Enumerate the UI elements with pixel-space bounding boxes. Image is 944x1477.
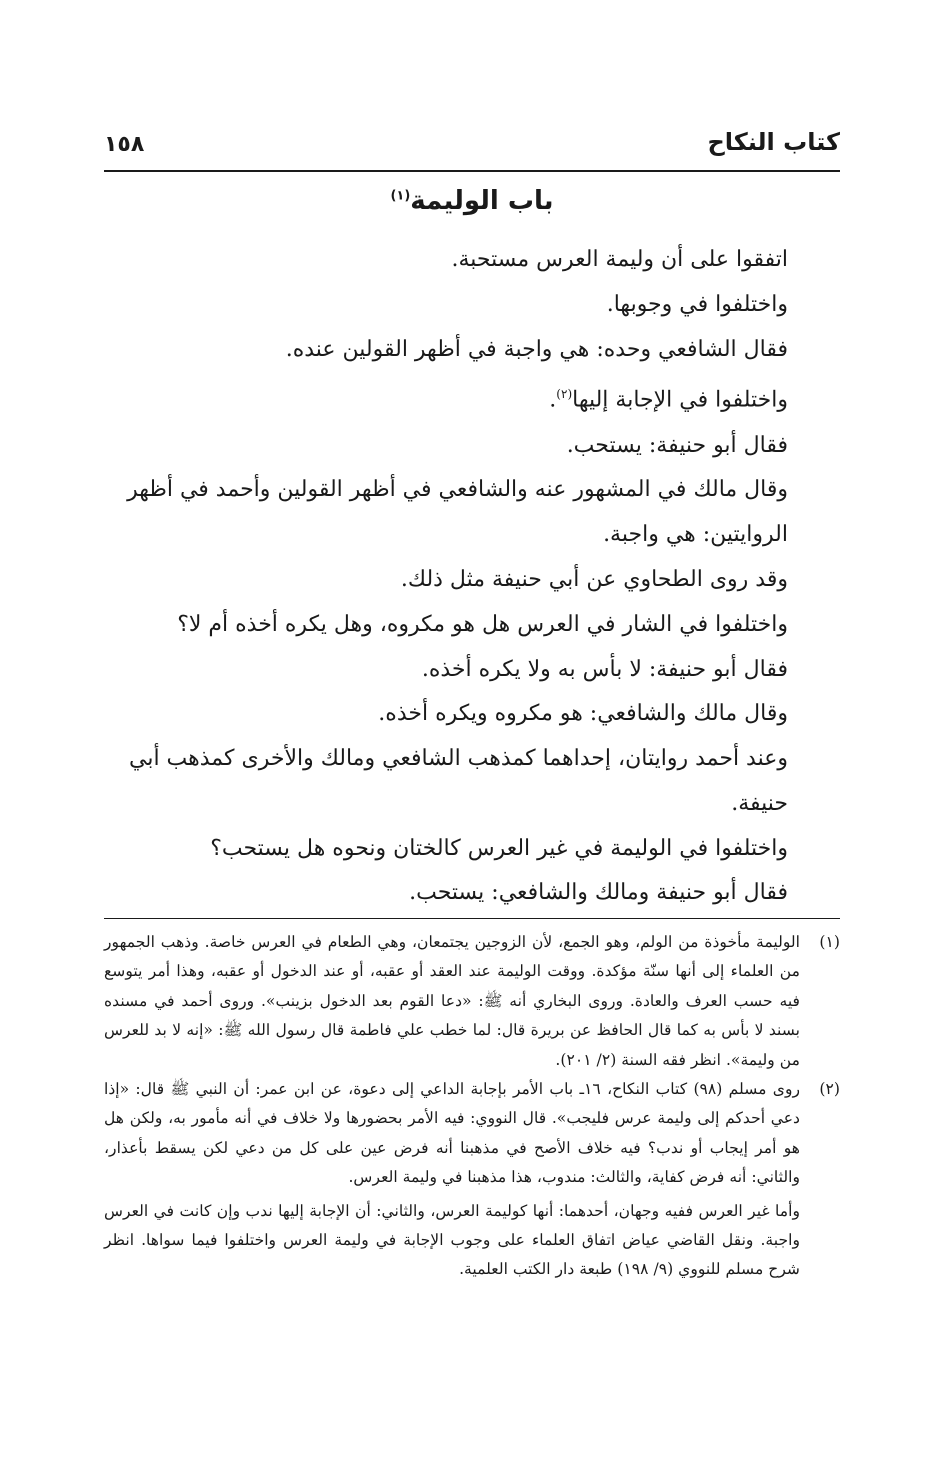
paragraph: واختلفوا في وجوبها.: [606, 291, 788, 317]
paragraph: فقال أبو حنيفة: لا بأس به ولا يكره أخذه.: [421, 656, 788, 682]
paragraph: فقال أبو حنيفة: يستحب.: [566, 432, 788, 458]
paragraph: وقال مالك والشافعي: هو مكروه ويكره أخذه.: [378, 701, 788, 727]
footnote-rule: [104, 918, 840, 919]
paragraph-end: .: [549, 387, 557, 413]
paragraph: فقال أبو حنيفة ومالك والشافعي: يستحب.: [409, 880, 788, 906]
paragraph: [104, 372, 840, 423]
footnote-number: (١): [819, 933, 840, 951]
footnote-text: روى مسلم (٩٨) كتاب النكاح، ١٦ـ باب الأمر بإجابة الداعي إلى دعوة، عن ابن عمر: أن النبي ﷺ قال: «إذا دعي أحدكم إلى وليمة عرس فليجب». قال النووي: فيه الأمر بحضورها ولا خلاف في أنه مأمور به، ولكن هل هو أمر إيجاب أو ندب؟ فيه خلاف الأصح في مذهبنا أنه فرض عين على كل من دعي لكن يسقط بأعذار، والثاني: أنه فرض كفاية، والثالث: مندوب، هذا مذهبنا في وليمة العرس.: [104, 1080, 801, 1187]
paragraph-text: واختلفوا في الإجابة إليها: [572, 387, 788, 413]
running-title: كتاب النكاح: [707, 128, 840, 156]
footnote-continuation: وأما غير العرس ففيه وجهان، أحدهما: أنها كوليمة العرس، والثاني: أن الإجابة إليها ندب وإن كانت في العرس واجبة. ونقل القاضي عياض اتفاق العلماء على وجوب الإجابة في وليمة العرس واختلفوا فيما سواها. انظر شرح مسلم للنووي (٩/ ١٩٨) طبعة دار الكتب العلمية.: [104, 1201, 800, 1279]
page-number: ١٥٨: [104, 132, 145, 157]
paragraph: واختلفوا في الشار في العرس هل هو مكروه، وهل يكره أخذه أم لا؟: [177, 611, 788, 637]
footnote-ref: (٢): [556, 387, 573, 402]
footnote-number: (٢): [819, 1080, 840, 1099]
paragraph: اتفقوا على أن وليمة العرس مستحبة.: [451, 247, 788, 272]
body-text: [104, 238, 840, 916]
paragraph: فقال الشافعي وحده: هي واجبة في أظهر القولين عنده.: [285, 336, 788, 362]
header-rule: [104, 170, 840, 172]
chapter-title-text: باب الوليمة: [410, 186, 554, 216]
paragraph: وعند أحمد روايتان، إحداهما كمذهب الشافعي ومالك والأخرى كمذهب أبي حنيفة.: [128, 746, 788, 816]
footnote-text: الوليمة مأخوذة من الولم، وهو الجمع، لأن الزوجين يجتمعان، وهي الطعام في العرس خاصة. وذهب الجمهور من العلماء إلى أنها سنّة مؤكدة. ووقت الوليمة عند العقد أو عقبه، أو عند الدخول أو عقبه، وهذا أمر يتوسع فيه حسب العرف والعادة. وروى البخاري أنه ﷺ: «دعا القوم بعد الدخول بزينب». وروى أحمد في مسنده بسند لا بأس به كما قال الحافظ عن بريرة قال: لما خطب علي فاطمة قال رسول الله ﷺ: «إنه لا بد للعرس من وليمة». انظر فقه السنة (٢/ ٢٠١).: [104, 933, 800, 1069]
chapter-title: [104, 186, 840, 216]
paragraph: وقد روى الطحاوي عن أبي حنيفة مثل ذلك.: [400, 566, 788, 592]
footnotes: [104, 928, 840, 1285]
footnote-1: [104, 928, 840, 1075]
footnote-2: [104, 1075, 840, 1193]
paragraph: واختلفوا في الوليمة في غير العرس كالختان ونحوه هل يستحب؟: [210, 835, 788, 861]
paragraph: وقال مالك في المشهور عنه والشافعي في أظهر القولين وأحمد في أظهر الروايتين: هي واجبة.: [127, 477, 788, 548]
footnote-ref: (١): [390, 188, 411, 204]
